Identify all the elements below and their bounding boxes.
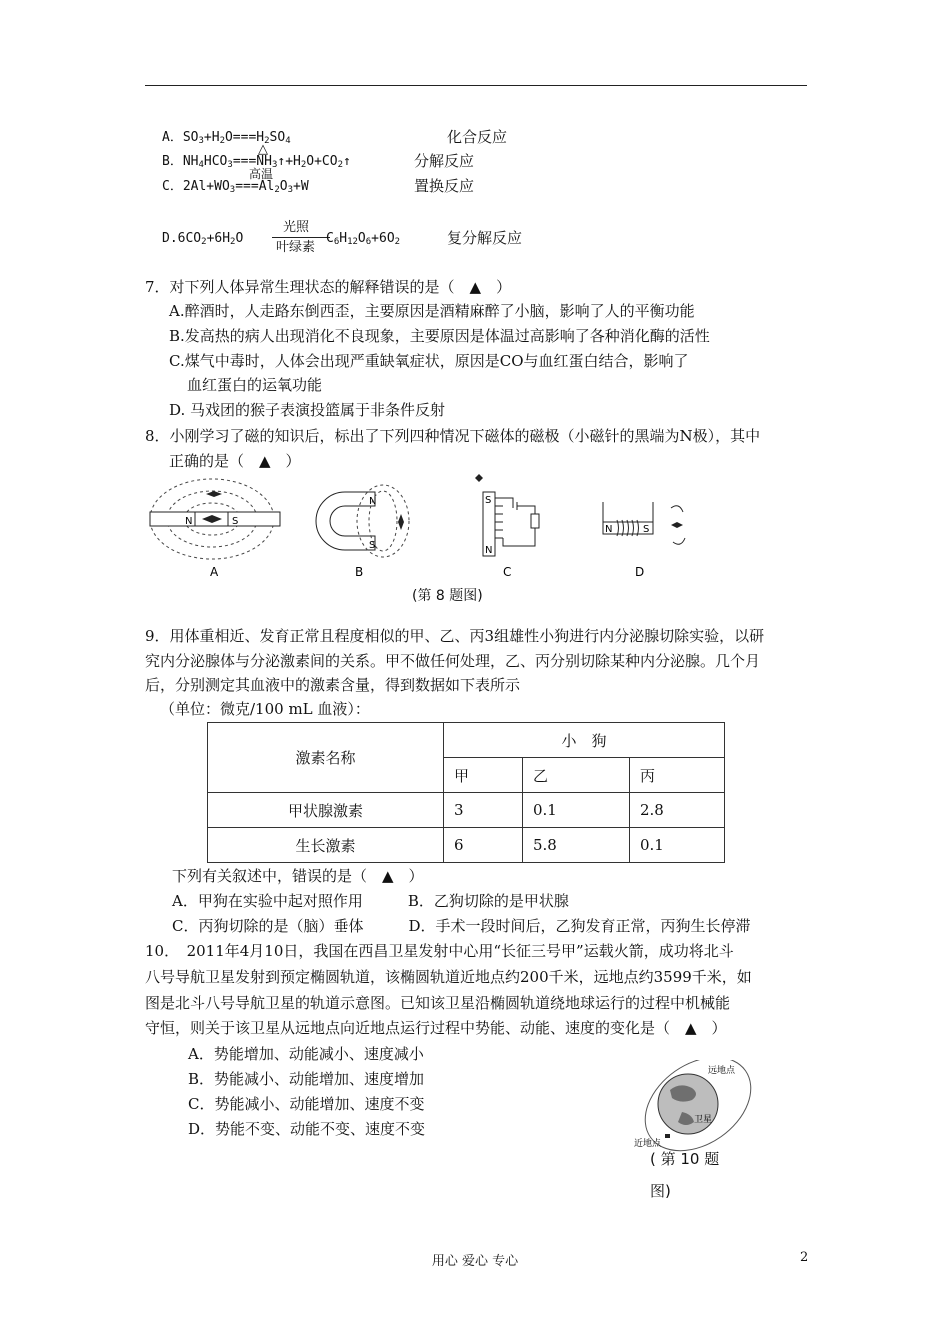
q10-option-c: C．势能减小、动能增加、速度不变	[188, 1095, 425, 1113]
condition-heat: △	[258, 142, 268, 157]
q8-c-pole-n: N	[485, 545, 493, 556]
q8-figure-a	[140, 474, 290, 584]
reaction-c-type: 置换反应	[414, 177, 475, 195]
orbit-sat-label: 卫星	[694, 1115, 713, 1125]
q8-label-d: D	[635, 565, 645, 579]
q8-d-pole-s: S	[643, 524, 650, 535]
table-cell-name: 甲状腺激素	[208, 793, 444, 828]
table-header-jia: 甲	[444, 758, 523, 793]
q7-stem: 7．对下列人体异常生理状态的解释错误的是（ ▲ ）	[145, 278, 512, 296]
q10-option-d: D．势能不变、动能不变、速度不变	[188, 1120, 426, 1138]
satellite-icon	[665, 1134, 670, 1138]
reaction-d-right: $C_6H_{12}O_6+6O_2$	[326, 231, 401, 247]
q7-option-b: B.发高热的病人出现消化不良现象，主要原因是体温过高影响了各种消化酶的活性	[169, 327, 710, 345]
q9-stem-1: 9．用体重相近、发育正常且程度相似的甲、乙、丙3组雄性小狗进行内分泌腺切除实验，以研	[145, 627, 765, 645]
table-cell: 2.8	[630, 793, 725, 828]
table-cell-name: 生长激素	[208, 828, 444, 863]
q8-caption: (第 8 题图)	[412, 588, 483, 604]
q8-stem-cont: 正确的是（ ▲ ）	[169, 452, 301, 470]
q7-option-c-cont: 血红蛋白的运氧功能	[187, 376, 323, 394]
q10-orbit-figure	[630, 1060, 760, 1152]
table-header-hormone: 激素名称	[208, 723, 444, 793]
q8-figure-c	[465, 470, 555, 584]
q8-figure-d	[595, 490, 705, 584]
table-header-dogs: 小 狗	[444, 723, 725, 758]
q8-b-pole-n: N	[369, 496, 377, 507]
q9-stem-3: 后，分别测定其血液中的激素含量，得到数据如下表所示	[145, 676, 521, 694]
condition-high-temp: 高温	[249, 167, 274, 181]
table-header-bing: 丙	[630, 758, 725, 793]
table-row	[208, 828, 725, 863]
q8-b-pole-s: S	[369, 540, 376, 551]
table-cell: 0.1	[630, 828, 725, 863]
reaction-d-left: $D.6CO_2+6H_2O$	[162, 231, 244, 247]
q10-stem-3: 图是北斗八号导航卫星的轨道示意图。已知该卫星沿椭圆轨道绕地球运行的过程中机械能	[145, 994, 731, 1012]
table-cell: 3	[444, 793, 523, 828]
q9-sub-stem: 下列有关叙述中，错误的是（ ▲ ）	[172, 867, 424, 885]
header-rule	[145, 85, 807, 86]
table-cell: 0.1	[523, 793, 630, 828]
q9-unit: （单位：微克/100 mL 血液）：	[160, 700, 370, 718]
reaction-d-arrow	[272, 237, 330, 238]
q8-a-pole-n: N	[185, 516, 193, 527]
reaction-a-type: 化合反应	[447, 128, 508, 146]
q9-options-ab: A．甲狗在实验中起对照作用 B．乙狗切除的是甲状腺	[172, 892, 569, 910]
q8-label-c: C	[503, 565, 512, 579]
q8-figure-b	[305, 474, 415, 584]
q8-c-pole-s: S	[485, 495, 492, 506]
q10-caption-2: 图)	[650, 1182, 671, 1200]
q8-a-pole-s: S	[232, 516, 239, 527]
table-header-yi: 乙	[523, 758, 630, 793]
page-footer: 用心 爱心 专心	[431, 1254, 519, 1269]
q10-option-a: A．势能增加、动能减小、速度减小	[188, 1045, 424, 1063]
q10-option-b: B．势能减小、动能增加、速度增加	[188, 1070, 425, 1088]
q7-option-c: C.煤气中毒时，人体会出现严重缺氧症状，原因是CO与血红蛋白结合，影响了	[169, 352, 689, 370]
reaction-b-type: 分解反应	[414, 152, 475, 170]
reaction-b: B．$NH_4HCO_3===NH_3↑+H_2O+CO_2↑$	[162, 154, 351, 170]
q10-stem-1: 10． 2011年4月10日，我国在西昌卫星发射中心用“长征三号甲”运载火箭，成功将北斗	[145, 942, 734, 960]
q9-options-cd: C．丙狗切除的是（脑）垂体 D．手术一段时间后，乙狗发育正常，丙狗生长停滞	[172, 917, 751, 935]
orbit-far-label: 远地点	[708, 1066, 736, 1076]
table-cell: 5.8	[523, 828, 630, 863]
q7-option-d: D. 马戏团的猴子表演投篮属于非条件反射	[169, 401, 446, 419]
q8-label-b: B	[355, 565, 364, 579]
hormone-table	[207, 722, 725, 863]
table-row	[208, 793, 725, 828]
q8-d-pole-n: N	[605, 524, 613, 535]
q10-stem-2: 八号导航卫星发射到预定椭圆轨道，该椭圆轨道近地点约200千米，远地点约3599千米，如	[145, 968, 752, 986]
condition-light: 光照	[283, 220, 310, 235]
reaction-d-type: 复分解反应	[447, 229, 523, 247]
q10-caption-1: ( 第 10 题	[650, 1150, 720, 1168]
table-cell: 6	[444, 828, 523, 863]
reaction-a: A．$SO_3+H_2O===H_2SO_4$	[162, 130, 291, 146]
q7-option-a: A.醉酒时，人走路东倒西歪，主要原因是酒精麻醉了小脑，影响了人的平衡功能	[169, 302, 695, 320]
orbit-near-label: 近地点	[634, 1139, 662, 1149]
reaction-c: C．$2Al+WO_3===Al_2O_3+W$	[162, 179, 309, 195]
q9-stem-2: 究内分泌腺体与分泌激素间的关系。甲不做任何处理，乙、丙分别切除某种内分泌腺。几个月	[145, 652, 761, 670]
condition-chlorophyll: 叶绿素	[276, 240, 316, 255]
q10-stem-4: 守恒，则关于该卫星从远地点向近地点运行过程中势能、动能、速度的变化是（ ▲ ）	[145, 1019, 727, 1037]
q8-stem: 8．小刚学习了磁的知识后，标出了下列四种情况下磁体的磁极（小磁针的黑端为N极），其中	[145, 427, 761, 445]
q8-label-a: A	[210, 565, 219, 579]
page-number: 2	[800, 1250, 809, 1265]
